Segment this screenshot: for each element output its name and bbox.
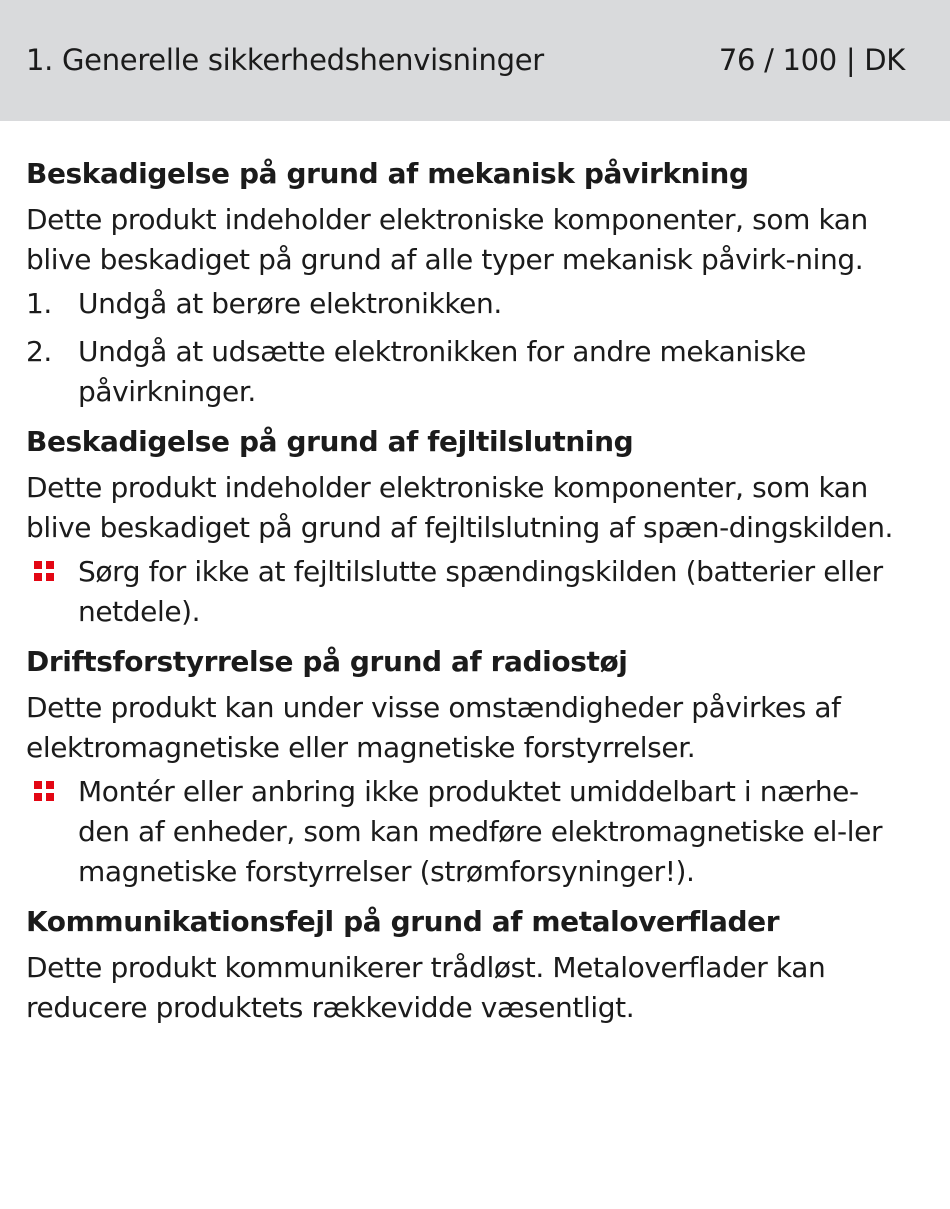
section-metal-surfaces: [26, 900, 906, 1028]
list-item: [26, 552, 906, 632]
list-item-text: Undgå at udsætte elektronikken for andre mekaniske påvirkninger.: [78, 335, 806, 408]
section-radio-interference: [26, 640, 906, 892]
list-item-text: Sørg for ikke at fejltilslutte spændingskilden (batterier eller netdele).: [78, 555, 883, 628]
list-number: 1.: [26, 287, 52, 320]
list-item-text: Undgå at berøre elektronikken.: [78, 287, 502, 320]
chapter-title: 1. Generelle sikkerhedshenvisninger: [26, 43, 544, 77]
section-text: Dette produkt kommunikerer trådløst. Metaloverflader kan reducere produktets rækkevidde væsentligt.: [26, 951, 826, 1024]
section-heading: Beskadigelse på grund af fejltilslutning: [26, 425, 634, 458]
section-heading: Beskadigelse på grund af mekanisk påvirkning: [26, 157, 749, 190]
list-item: [26, 332, 906, 412]
section-mechanical-damage: [26, 152, 906, 412]
page-content: [26, 152, 906, 1032]
list-number: 2.: [26, 335, 52, 368]
red-square-bullet-icon: [34, 781, 54, 801]
section-heading: Driftsforstyrrelse på grund af radiostøj: [26, 645, 628, 678]
list-item: [26, 284, 906, 324]
section-heading: Kommunikationsfejl på grund af metaloverflader: [26, 905, 780, 938]
bullet-list: [26, 552, 906, 632]
list-item: [26, 772, 906, 892]
page-number: 76 / 100 | DK: [718, 43, 905, 77]
numbered-list: [26, 284, 906, 412]
section-text: Dette produkt kan under visse omstændigheder påvirkes af elektromagnetiske eller magnetiske forstyrrelser.: [26, 691, 841, 764]
page-header: [0, 0, 950, 121]
section-text: Dette produkt indeholder elektroniske komponenter, som kan blive beskadiget på grund af fejltilslutning af spæn-dingskilden.: [26, 471, 894, 544]
section-text: Dette produkt indeholder elektroniske komponenter, som kan blive beskadiget på grund af alle typer mekanisk påvirk-ning.: [26, 203, 868, 276]
list-item-text: Montér eller anbring ikke produktet umiddelbart i nærhe-den af enheder, som kan medføre elektromagnetiske el-ler magnetiske forstyrrelser (strømforsyninger!).: [78, 775, 883, 888]
red-square-bullet-icon: [34, 561, 54, 581]
bullet-list: [26, 772, 906, 892]
section-wrong-connection: [26, 420, 906, 632]
